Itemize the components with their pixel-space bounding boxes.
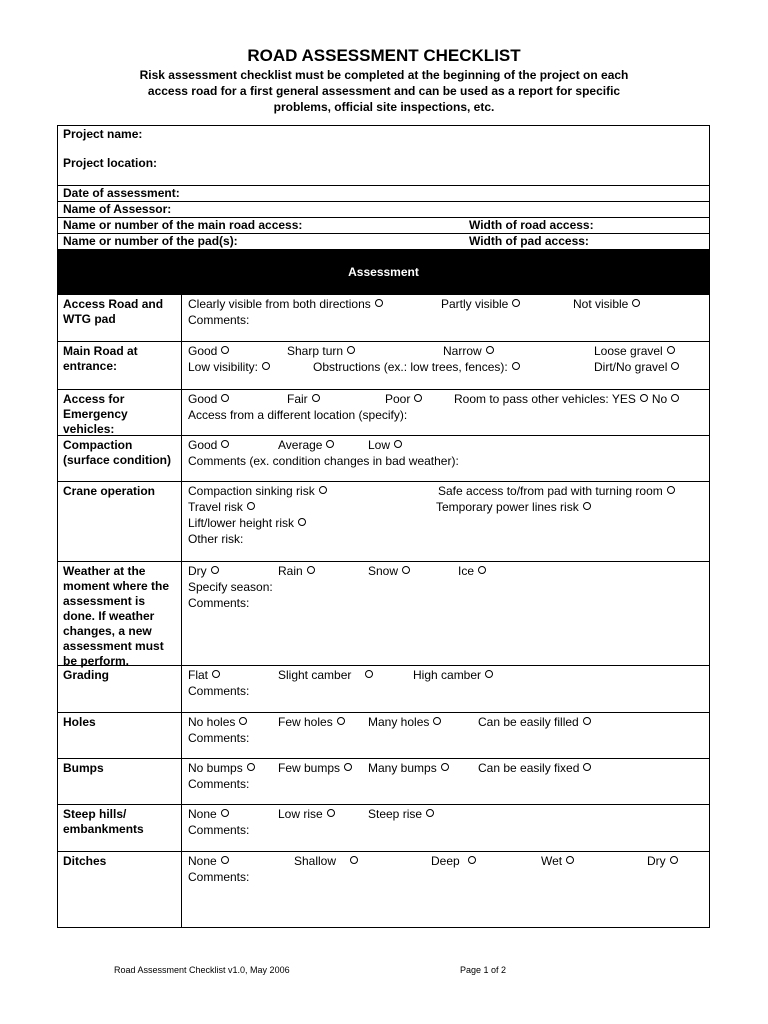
row-grading — [58, 666, 709, 713]
subtitle-line: Risk assessment checklist must be completed at the beginning of the project on each — [139, 68, 629, 82]
option-safe-access[interactable] — [438, 484, 675, 498]
checklist-form — [57, 125, 710, 928]
option-compaction-sinking[interactable] — [188, 484, 327, 498]
option-snow[interactable] — [368, 564, 410, 578]
radio-circle-icon — [485, 670, 493, 678]
option-no-bumps[interactable] — [188, 761, 255, 775]
radio-circle-icon — [221, 346, 229, 354]
option-low-rise[interactable] — [278, 807, 335, 821]
assessment-header: Assessment — [58, 250, 709, 295]
comments-label[interactable]: Comments: — [188, 823, 250, 837]
main-road-label: Name or number of the main road access: — [63, 218, 303, 232]
option-many-bumps[interactable] — [368, 761, 449, 775]
radio-circle-icon — [632, 299, 640, 307]
date-row[interactable] — [58, 186, 709, 202]
comments-label[interactable]: Comments: — [188, 313, 250, 327]
row-emergency — [58, 390, 709, 436]
radio-circle-icon — [221, 856, 229, 864]
radio-circle-icon — [247, 502, 255, 510]
row-main-road — [58, 342, 709, 390]
option-slight-camber[interactable] — [278, 668, 373, 682]
option-low[interactable] — [368, 438, 402, 452]
radio-circle-icon — [337, 717, 345, 725]
row-label: Steep hills/ embankments — [58, 805, 182, 851]
row-crane-operation — [58, 482, 709, 562]
radio-circle-icon — [640, 394, 648, 402]
option-label: Partly visible — [441, 297, 509, 311]
footer-page-number: Page 1 of 2 — [460, 965, 507, 975]
row-holes — [58, 713, 709, 759]
comments-label[interactable]: Comments: — [188, 731, 250, 745]
option-label: Sharp turn — [287, 344, 344, 358]
option-label: Can be easily filled — [478, 715, 579, 729]
option-label: Loose gravel — [594, 344, 663, 358]
document-title: ROAD ASSESSMENT CHECKLIST — [247, 46, 521, 65]
radio-circle-icon — [414, 394, 422, 402]
radio-circle-icon — [468, 856, 476, 864]
row-label: Access Road and WTG pad — [58, 295, 182, 341]
option-good[interactable] — [188, 438, 229, 452]
row-label: Bumps — [58, 759, 182, 804]
option-label: Ice — [458, 564, 475, 578]
option-deep[interactable] — [431, 854, 476, 868]
season-label[interactable]: Specify season: — [188, 580, 273, 594]
option-wet[interactable] — [541, 854, 574, 868]
comments-label[interactable]: Comments: — [188, 596, 250, 610]
option-ice[interactable] — [458, 564, 486, 578]
radio-circle-icon — [402, 566, 410, 574]
option-label: No holes — [188, 715, 236, 729]
project-info-row[interactable] — [58, 126, 709, 186]
option-label: Many holes — [368, 715, 430, 729]
option-room-to-pass[interactable] — [454, 392, 679, 406]
comments-label[interactable]: Comments (ex. condition changes in bad weather): — [188, 454, 459, 468]
option-label: High camber — [413, 668, 482, 682]
option-label: Rain — [278, 564, 303, 578]
option-label: No bumps — [188, 761, 243, 775]
option-label: Shallow — [294, 854, 337, 868]
option-shallow[interactable] — [294, 854, 358, 868]
option-label: Dry — [647, 854, 666, 868]
option-steep-rise[interactable] — [368, 807, 434, 821]
radio-circle-icon — [312, 394, 320, 402]
radio-circle-icon — [426, 809, 434, 817]
option-label: Lift/lower height risk — [188, 516, 295, 530]
assessor-row[interactable] — [58, 202, 709, 218]
option-loose-gravel[interactable] — [594, 344, 675, 358]
comments-label[interactable]: Comments: — [188, 870, 250, 884]
option-dry[interactable] — [647, 854, 678, 868]
row-access-road — [58, 295, 709, 342]
option-label: Dirt/No gravel — [594, 360, 668, 374]
radio-circle-icon — [667, 486, 675, 494]
main-road-row[interactable] — [58, 218, 709, 234]
radio-circle-icon — [512, 299, 520, 307]
footer-document-version: Road Assessment Checklist v1.0, May 2006 — [114, 965, 290, 975]
option-average[interactable] — [278, 438, 334, 452]
radio-circle-icon — [478, 566, 486, 574]
option-sharp-turn[interactable] — [287, 344, 355, 358]
option-label: Deep — [431, 854, 460, 868]
radio-circle-icon — [327, 809, 335, 817]
option-label: No — [651, 392, 668, 406]
radio-circle-icon — [347, 346, 355, 354]
radio-circle-icon — [319, 486, 327, 494]
option-label: Clearly visible from both directions — [188, 297, 371, 311]
option-label: Good — [188, 344, 218, 358]
option-good[interactable] — [188, 344, 229, 358]
radio-circle-icon — [307, 566, 315, 574]
radio-circle-icon — [583, 717, 591, 725]
radio-circle-icon — [239, 717, 247, 725]
option-obstructions[interactable] — [313, 360, 520, 374]
assessor-label: Name of Assessor: — [63, 202, 172, 216]
option-label: Low rise — [278, 807, 323, 821]
radio-circle-icon — [512, 362, 520, 370]
different-location-label[interactable]: Access from a different location (specify): — [188, 408, 408, 422]
row-label: Crane operation — [58, 482, 182, 561]
radio-circle-icon — [667, 346, 675, 354]
option-label: Compaction sinking risk — [188, 484, 315, 498]
radio-circle-icon — [221, 394, 229, 402]
option-label: Narrow — [443, 344, 482, 358]
option-poor[interactable] — [385, 392, 422, 406]
option-label: Steep rise — [368, 807, 423, 821]
option-label: Few bumps — [278, 761, 341, 775]
row-ditches — [58, 852, 709, 927]
option-lift-height[interactable] — [188, 516, 306, 530]
option-easily-fixed[interactable] — [478, 761, 591, 775]
option-many-holes[interactable] — [368, 715, 441, 729]
subtitle-line: access road for a first general assessment and can be used as a report for specific — [147, 84, 621, 98]
option-none[interactable] — [188, 854, 229, 868]
option-fair[interactable] — [287, 392, 320, 406]
option-high-camber[interactable] — [413, 668, 493, 682]
option-low-visibility[interactable] — [188, 360, 270, 374]
option-power-lines[interactable] — [436, 500, 591, 514]
option-flat[interactable] — [188, 668, 220, 682]
row-bumps — [58, 759, 709, 805]
radio-circle-icon — [566, 856, 574, 864]
row-label: Main Road at entrance: — [58, 342, 182, 389]
option-label: Travel risk — [188, 500, 243, 514]
option-easily-filled[interactable] — [478, 715, 591, 729]
width-pad-label: Width of pad access: — [469, 234, 589, 248]
radio-circle-icon — [344, 763, 352, 771]
radio-circle-icon — [262, 362, 270, 370]
project-location-label: Project location: — [63, 156, 158, 170]
option-none[interactable] — [188, 807, 229, 821]
option-dirt-gravel[interactable] — [594, 360, 679, 374]
radio-circle-icon — [350, 856, 358, 864]
option-label: Good — [188, 438, 218, 452]
row-label: Ditches — [58, 852, 182, 927]
option-clearly-visible[interactable] — [188, 297, 383, 311]
radio-circle-icon — [583, 502, 591, 510]
radio-circle-icon — [298, 518, 306, 526]
option-rain[interactable] — [278, 564, 315, 578]
option-label: Low visibility: — [188, 360, 259, 374]
radio-circle-icon — [583, 763, 591, 771]
radio-circle-icon — [394, 440, 402, 448]
radio-circle-icon — [247, 763, 255, 771]
option-label: Flat — [188, 668, 209, 682]
option-dry[interactable] — [188, 564, 219, 578]
date-label: Date of assessment: — [63, 186, 180, 200]
option-label: Snow — [368, 564, 399, 578]
option-good[interactable] — [188, 392, 229, 406]
row-label: Grading — [58, 666, 182, 712]
radio-circle-icon — [211, 566, 219, 574]
project-name-label: Project name: — [63, 127, 143, 141]
option-label: Can be easily fixed — [478, 761, 580, 775]
document-subtitle — [114, 67, 654, 115]
option-not-visible[interactable] — [573, 297, 640, 311]
row-label: Compaction (surface condition) — [58, 436, 182, 481]
other-risk-label[interactable]: Other risk: — [188, 532, 244, 546]
option-narrow[interactable] — [443, 344, 494, 358]
radio-circle-icon — [486, 346, 494, 354]
option-label: Wet — [541, 854, 563, 868]
radio-circle-icon — [671, 362, 679, 370]
radio-circle-icon — [212, 670, 220, 678]
option-label: None — [188, 807, 217, 821]
option-no-holes[interactable] — [188, 715, 247, 729]
pads-label: Name or number of the pad(s): — [63, 234, 238, 248]
comments-label[interactable]: Comments: — [188, 684, 250, 698]
option-label: Temporary power lines risk — [436, 500, 579, 514]
width-road-label: Width of road access: — [469, 218, 594, 232]
option-label: Safe access to/from pad with turning room — [438, 484, 663, 498]
option-label: Not visible — [573, 297, 629, 311]
row-label: Holes — [58, 713, 182, 758]
option-label: Fair — [287, 392, 308, 406]
radio-circle-icon — [365, 670, 373, 678]
radio-circle-icon — [670, 856, 678, 864]
option-label: Room to pass other vehicles: YES — [454, 392, 636, 406]
option-partly-visible[interactable] — [441, 297, 520, 311]
option-travel-risk[interactable] — [188, 500, 255, 514]
radio-circle-icon — [375, 299, 383, 307]
option-label: Average — [278, 438, 323, 452]
option-few-holes[interactable] — [278, 715, 345, 729]
row-weather — [58, 562, 709, 666]
row-label: Weather at the moment where the assessment is done. If weather changes, a new assessment must be perform. — [58, 562, 182, 665]
option-label: Few holes — [278, 715, 333, 729]
comments-label[interactable]: Comments: — [188, 777, 250, 791]
option-label: Dry — [188, 564, 207, 578]
row-compaction — [58, 436, 709, 482]
option-label: Poor — [385, 392, 411, 406]
radio-circle-icon — [221, 440, 229, 448]
option-few-bumps[interactable] — [278, 761, 352, 775]
radio-circle-icon — [221, 809, 229, 817]
row-steep-hills — [58, 805, 709, 852]
radio-circle-icon — [441, 763, 449, 771]
option-label: Low — [368, 438, 391, 452]
option-label: Many bumps — [368, 761, 437, 775]
radio-circle-icon — [671, 394, 679, 402]
option-label: Slight camber — [278, 668, 352, 682]
option-label: Good — [188, 392, 218, 406]
option-label: Obstructions (ex.: low trees, fences): — [313, 360, 508, 374]
radio-circle-icon — [433, 717, 441, 725]
option-label: None — [188, 854, 217, 868]
row-label: Access for Emergency vehicles: — [58, 390, 182, 435]
pads-row[interactable] — [58, 234, 709, 250]
radio-circle-icon — [326, 440, 334, 448]
subtitle-line: problems, official site inspections, etc. — [273, 100, 495, 114]
